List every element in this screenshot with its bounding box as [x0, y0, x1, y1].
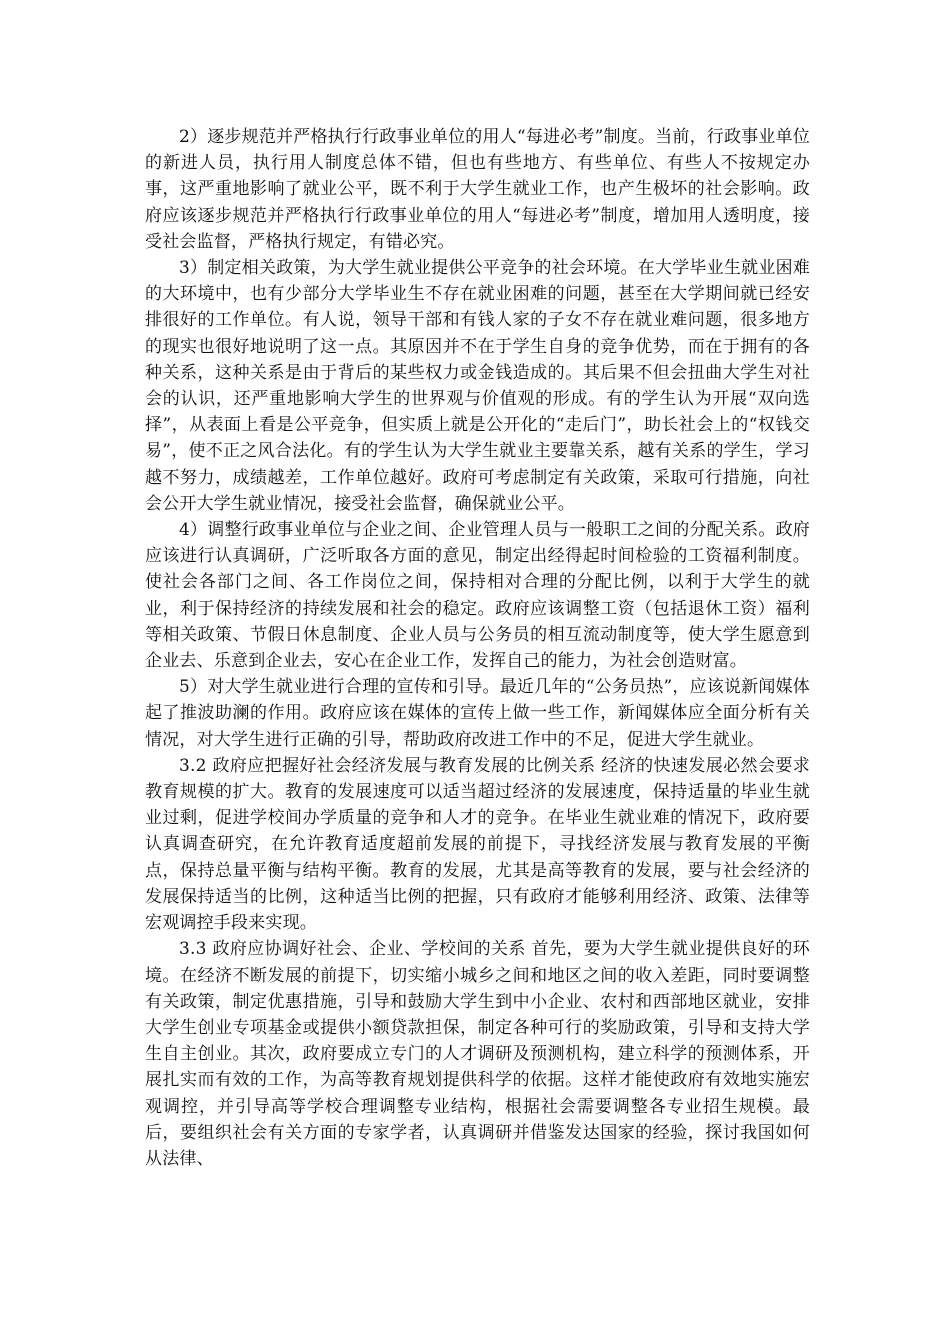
paragraph-4: 4）调整行政事业单位与企业之间、企业管理人员与一般职工之间的分配关系。政府应该进行认真调研，广泛听取各方面的意见，制定出经得起时间检验的工资福利制度。使社会各部门之间、各工作岗位之间，保持相对合理的分配比例，以利于大学生的就业，利于保持经济的持续发展和社会的稳定。政府应该调整工资（包括退休工资）福利等相关政策、节假日休息制度、企业人员与公务员的相互流动制度等，使大学生愿意到企业去、乐意到企业去，安心在企业工作，发挥自己的能力，为社会创造财富。 — [145, 520, 810, 672]
section-3-2-paragraph: 3.2 政府应把握好社会经济发展与教育发展的比例关系 经济的快速发展必然会要求教育规模的扩大。教育的发展速度可以适当超过经济的发展速度，保持适量的毕业生就业过剩，促进学校间办学质量的竞争和人才的竞争。在毕业生就业难的情况下，政府要认真调查研究，在允许教育适度超前发展的前提下，寻找经济发展与教育发展的平衡点，保持总量平衡与结构平衡。教育的发展，尤其是高等教育的发展，要与社会经济的发展保持适当的比例，这种适当比例的把握，只有政府才能够利用经济、政策、法律等宏观调控手段来实现。 — [145, 755, 810, 934]
paragraph-3: 3）制定相关政策，为大学生就业提供公平竞争的社会环境。在大学毕业生就业困难的大环境中，也有少部分大学毕业生不存在就业困难的问题，甚至在大学期间就已经安排很好的工作单位。有人说，领导干部和有钱人家的子女不存在就业难问题，很多地方的现实也很好地说明了这一点。其原因并不在于学生自身的竞争优势，而在于拥有的各种关系，这种关系是由于背后的某些权力或金钱造成的。其后果不但会扭曲大学生对社会的认识，还严重地影响大学生的世界观与价值观的形成。有的学生认为开展“双向选择”，从表面上看是公平竞争，但实质上就是公开化的“走后门”，助长社会上的“权钱交易”，使不正之风合法化。有的学生认为大学生就业主要靠关系，越有关系的学生，学习越不努力，成绩越差，工作单位越好。政府可考虑制定有关政策，采取可行措施，向社会公开大学生就业情况，接受社会监督，确保就业公平。 — [145, 258, 810, 514]
paragraph-2: 2）逐步规范并严格执行行政事业单位的用人“每进必考”制度。当前，行政事业单位的新进人员，执行用人制度总体不错，但也有些地方、有些单位、有些人不按规定办事，这严重地影响了就业公平，既不利于大学生就业工作，也产生极坏的社会影响。政府应该逐步规范并严格执行行政事业单位的用人“每进必考”制度，增加用人透明度，接受社会监督，严格执行规定，有错必究。 — [145, 127, 810, 252]
section-3-3-paragraph: 3.3 政府应协调好社会、企业、学校间的关系 首先，要为大学生就业提供良好的环境。在经济不断发展的前提下，切实缩小城乡之间和地区之间的收入差距，同时要调整有关政策，制定优惠措施，引导和鼓励大学生到中小企业、农村和西部地区就业，安排大学生创业专项基金或提供小额贷款担保，制定各种可行的奖励政策，引导和支持大学生自主创业。其次，政府要成立专门的人才调研及预测机构，建立科学的预测体系，开展扎实而有效的工作，为高等教育规划提供科学的依据。这样才能使政府有效地实施宏观调控，并引导高等学校合理调整专业结构，根据社会需要调整各专业招生规模。最后，要组织社会有关方面的专家学者，认真调研并借鉴发达国家的经验，探讨我国如何从法律、 — [145, 939, 810, 1169]
document-body — [145, 124, 810, 1172]
paragraph-5: 5）对大学生就业进行合理的宣传和引导。最近几年的“公务员热”，应该说新闻媒体起了推波助澜的作用。政府应该在媒体的宣传上做一些工作，新闻媒体应全面分析有关情况，对大学生进行正确的引导，帮助政府改进工作中的不足，促进大学生就业。 — [145, 677, 810, 750]
